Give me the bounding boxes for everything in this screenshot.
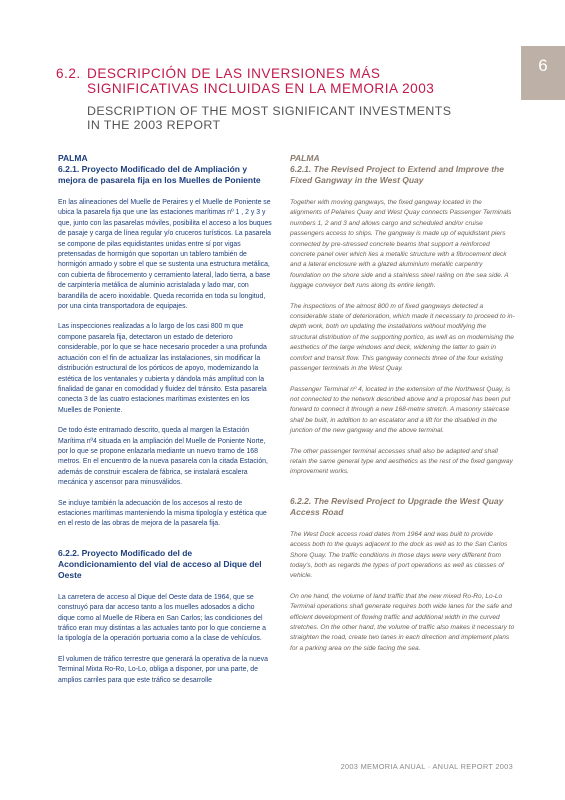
paragraph-es-3: De todo éste entramado descrito, queda al margen la Estación Marítima nº4 situada en la ampliación del Muelle de Poniente Norte, por lo que se propone enlazarla mediante un nuevo tramo de 168 metros. En el encuentro de la nueva pasarela con la citada Estación, además de construir escalera de fábrica, se instalará escalera mecánica y ascensor para minusválidos. xyxy=(58,427,268,487)
subsection-title-en-1: 6.2.1. The Revised Project to Extend and Improve the Fixed Gangway in the West Quay xyxy=(290,164,504,185)
subsection-title-en-2: 6.2.2. The Revised Project to Upgrade the West Quay Access Road xyxy=(290,495,504,517)
heading-es-line1-text: DESCRIPCIÓN DE LAS INVERSIONES MÁS xyxy=(87,66,381,81)
location-label-es: PALMA xyxy=(58,153,88,163)
paragraph-es-4: Se incluye también la adecuación de los accesos al resto de estaciones marítimas manteniendo la misma tipología y estética que en el resto de las obras de mejora de la pasarela fija. xyxy=(58,499,267,528)
page-footer: 2003 MEMORIA ANUAL · ANUAL REPORT 2003 xyxy=(340,762,513,771)
heading-en-line1: DESCRIPTION OF THE MOST SIGNIFICANT INVESTMENTS xyxy=(87,104,452,118)
paragraph-en-6: On one hand, the volume of land traffic that the new mixed Ro-Ro, Lo-Lo Terminal operations shall generate requires both wide lanes for the safe and efficient development of flowing traffic and additional width in the curved stretches. On the other hand, the volume of traffic also makes it necessary to straighten the road, create two lanes in each direction and implement plans for a parking area on the side facing the sea. xyxy=(290,592,515,652)
section-heading xyxy=(56,66,516,132)
paragraph-en-2: The inspections of the almost 800 m of fixed gangways detected a considerable state of deterioration, which made it necessary to proceed to in-depth work, both on updating the installations without modifying the structural distribution of the supporting portico, as well as on modernising the aesthetics of the large windows and deck, widening the latter to gain in comfort and transit flow. This gangway connects three of the four existing passenger terminals in the West Quay. xyxy=(290,302,515,373)
location-label-en: PALMA xyxy=(290,153,320,163)
heading-es-line2: SIGNIFICATIVAS INCLUIDAS EN LA MEMORIA 2003 xyxy=(87,81,435,96)
heading-en xyxy=(56,104,516,132)
paragraph-en-3: Passenger Terminal nº 4, located in the extension of the Northwest Quay, is not connected to the network described above and a proposal has been put forward to connect it through a new 168-metre stretch. A masonry staircase shall be built, in addition to an escalator and a lift for the disabled in the junction of the new gangway and the above terminal. xyxy=(290,385,511,435)
subsection-title-es-2: 6.2.2. Proyecto Modificado del de Acondicionamiento del vial de acceso al Dique del Oeste xyxy=(58,547,262,580)
paragraph-en-1: Together with moving gangways, the fixed gangway located in the alignments of Pelaires Quay and West Quay connects Passenger Terminals numbers 1, 2 and 3 and allows cargo and scheduled and/or cruise passengers access to ships. The gangway is made up of equidistant piers connected by pre-stressed concrete beams that support a reinforced concrete panel over which lies a metallic structure with a fibrocement deck and a lateral enclosure with a glazed aluminium metallic carpentry foundation on the shore side and a stainless steel railing on the sea side. A luggage conveyor belt runs along its entire length. xyxy=(290,199,512,290)
paragraph-en-4: The other passenger terminal accesses shall also be adapted and shall retain the same general type and aesthetics as the rest of the fixed gangway improvement works. xyxy=(290,447,513,476)
english-column xyxy=(290,153,515,664)
spanish-column xyxy=(58,153,272,696)
paragraph-en-5: The West Dock access road dates from 1964 and was built to provide access both to the quays adjacent to the dock as well as to the San Carlos Shore Quay. The traffic conditions in those days were very different from today's, both as regards the types of port operations as well as classes of vehicle. xyxy=(290,530,508,580)
heading-es-line1 xyxy=(56,66,516,81)
paragraph-es-1: En las alineaciones del Muelle de Peraires y el Muelle de Poniente se ubica la pasarela fija que une las estaciones marítimas nº 1 , 2 y 3 y que, junto con las pasarelas móviles, posibilita el acceso a los buques de pasaje y carga de línea regular y/o cruceros turísticos. La pasarela se compone de pilas equidistantes unidas entre sí por vigas pretensadas de hormigón que soportan un tablero también de hormigón armado y sobre el que se sustenta una estructura metálica, con cubierta de fibrocemento y cerramiento lateral, lado tierra, a base de carpintería metálica de aluminio acristalada y lado mar, con barandilla de acero inoxidable. Queda recorrida en toda su longitud, por una cinta transportadora de equipajes. xyxy=(58,199,272,311)
chapter-tab xyxy=(521,46,565,100)
heading-number: 6.2. xyxy=(56,66,81,81)
subsection-title-es-1: 6.2.1. Proyecto Modificado del de Ampliación y mejora de pasarela fija en los Muelles de Poniente xyxy=(58,164,261,185)
paragraph-es-2: Las inspecciones realizadas a lo largo de los casi 800 m que compone pasarela fija, detectaron un estado de deterioro considerable, por lo que se hace necesario proceder a una profunda actuación con el fin de actualizar las instalaciones, sin modificar la distribución estructural de los pórticos de apoyo, modernizando la estética de los ventanales y cubierta y dándola más amplitud con la finalidad de ganar en comodidad y fluidez del tránsito. Esta pasarela conecta 3 de las cuatro estaciones marítimas existentes en los Muelles de Poniente. xyxy=(58,323,267,414)
paragraph-es-6: El volumen de tráfico terrestre que generará la operativa de la nueva Terminal Mixta Ro-Ro, Lo-Lo, obliga a disponer, por una parte, de amplios carriles para que este tráfico se desarrolle xyxy=(58,655,268,684)
paragraph-es-5: La carretera de acceso al Dique del Oeste data de 1964, que se construyó para dar acceso tanto a los muelles adosados a dicho dique como al Muelle de Ribera en San Carlos; las condiciones del tráfico eran muy distintas a las actuales tanto por lo que concierne a la tipología de la operación portuaria como a la clase de vehículos. xyxy=(58,593,266,643)
heading-en-line2: IN THE 2003 REPORT xyxy=(87,118,221,132)
chapter-number: 6 xyxy=(538,56,548,75)
